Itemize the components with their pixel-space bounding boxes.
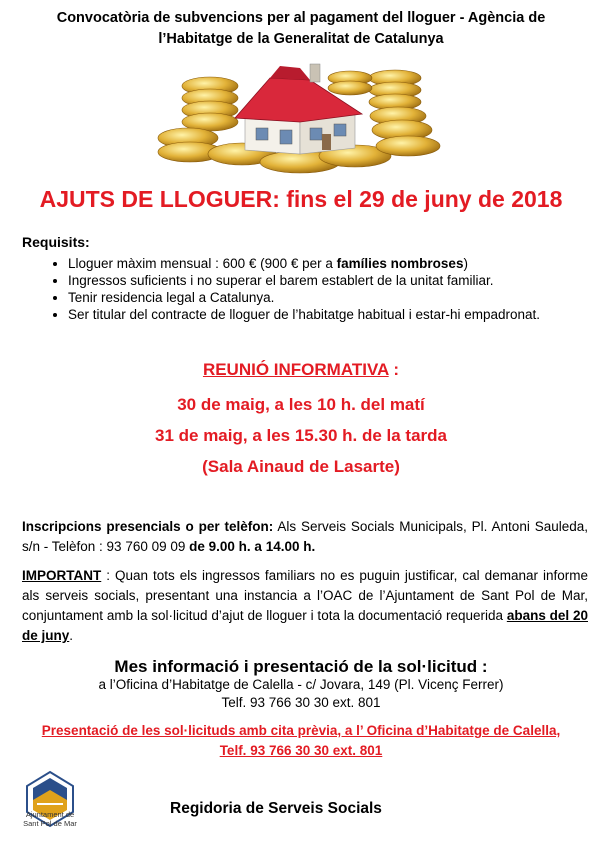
- meeting-date-1: 30 de maig, a les 10 h. del matí: [177, 395, 425, 414]
- deadline: abans del 20 de juny: [22, 608, 588, 643]
- more-info-phone: Telf. 93 766 30 30 ext. 801: [221, 695, 381, 710]
- list-item: • Lloguer màxim mensual : 600 € (900 € per a famílies nombroses): [68, 255, 602, 272]
- requirements-label: Requisits:: [22, 234, 90, 250]
- logo-text-1: Ajuntament de: [25, 810, 75, 819]
- title-line-1: Convocatòria de subvencions per al pagament del lloguer - Agència de: [56, 10, 546, 26]
- list-item: • Ser titular del contracte de lloguer de l’habitatge habitual i estar-hi empadronat.: [68, 306, 602, 323]
- meeting-date-2: 31 de maig, a les 15.30 h. de la tarda: [155, 426, 447, 445]
- important-label: IMPORTANT: [22, 568, 102, 583]
- inscriptions-label: Inscripcions presencials o per telèfon:: [22, 519, 274, 534]
- title-line-2: l’Habitatge de la Generalitat de Catalunya: [158, 31, 444, 47]
- footer-department: Regidoria de Serveis Socials: [170, 800, 382, 817]
- appointment-line-1: Presentació de les sol·licituds amb cita prèvia, a l’ Oficina d’Habitatge de Calella,: [41, 723, 561, 738]
- meeting-title: REUNIÓ INFORMATIVA :: [202, 360, 400, 379]
- document-title: [10, 8, 592, 50]
- more-info-address: a l’Oficina d’Habitatge de Calella - c/ Jovara, 149 (Pl. Vicenç Ferrer): [98, 677, 504, 692]
- important-paragraph: IMPORTANT : Quan tots els ingressos familiars no es puguin justificar, cal demanar informe als serveis socials, presentant una instancia a l’OAC de l’Ajuntament de Sant Pol de Mar, conjuntament amb la sol·licitud d’ajut de lloguer i tota la documentació requerida abans del 20 de juny.: [22, 568, 588, 643]
- headline: AJUTS DE LLOGUER: fins el 29 de juny de 2018: [39, 186, 563, 212]
- list-item: • Ingressos suficients i no superar el barem establert de la unitat familiar.: [68, 272, 602, 289]
- inscriptions-paragraph: Inscripcions presencials o per telèfon: Als Serveis Socials Municipals, Pl. Antoni Sauleda, s/n - Telèfon : 93 760 09 09 de 9.00 h. a 14.00 h.: [22, 519, 588, 554]
- list-item: • Tenir residencia legal a Catalunya.: [68, 289, 602, 306]
- meeting-place: (Sala Ainaud de Lasarte): [202, 457, 400, 476]
- more-info-title: Mes informació i presentació de la sol·licitud :: [114, 657, 488, 676]
- logo-text-2: Sant Pol de Mar: [23, 819, 77, 828]
- requirements-list: [48, 255, 602, 323]
- house-on-coins-image: [150, 58, 450, 176]
- appointment-line-2: Telf. 93 766 30 30 ext. 801: [219, 743, 383, 758]
